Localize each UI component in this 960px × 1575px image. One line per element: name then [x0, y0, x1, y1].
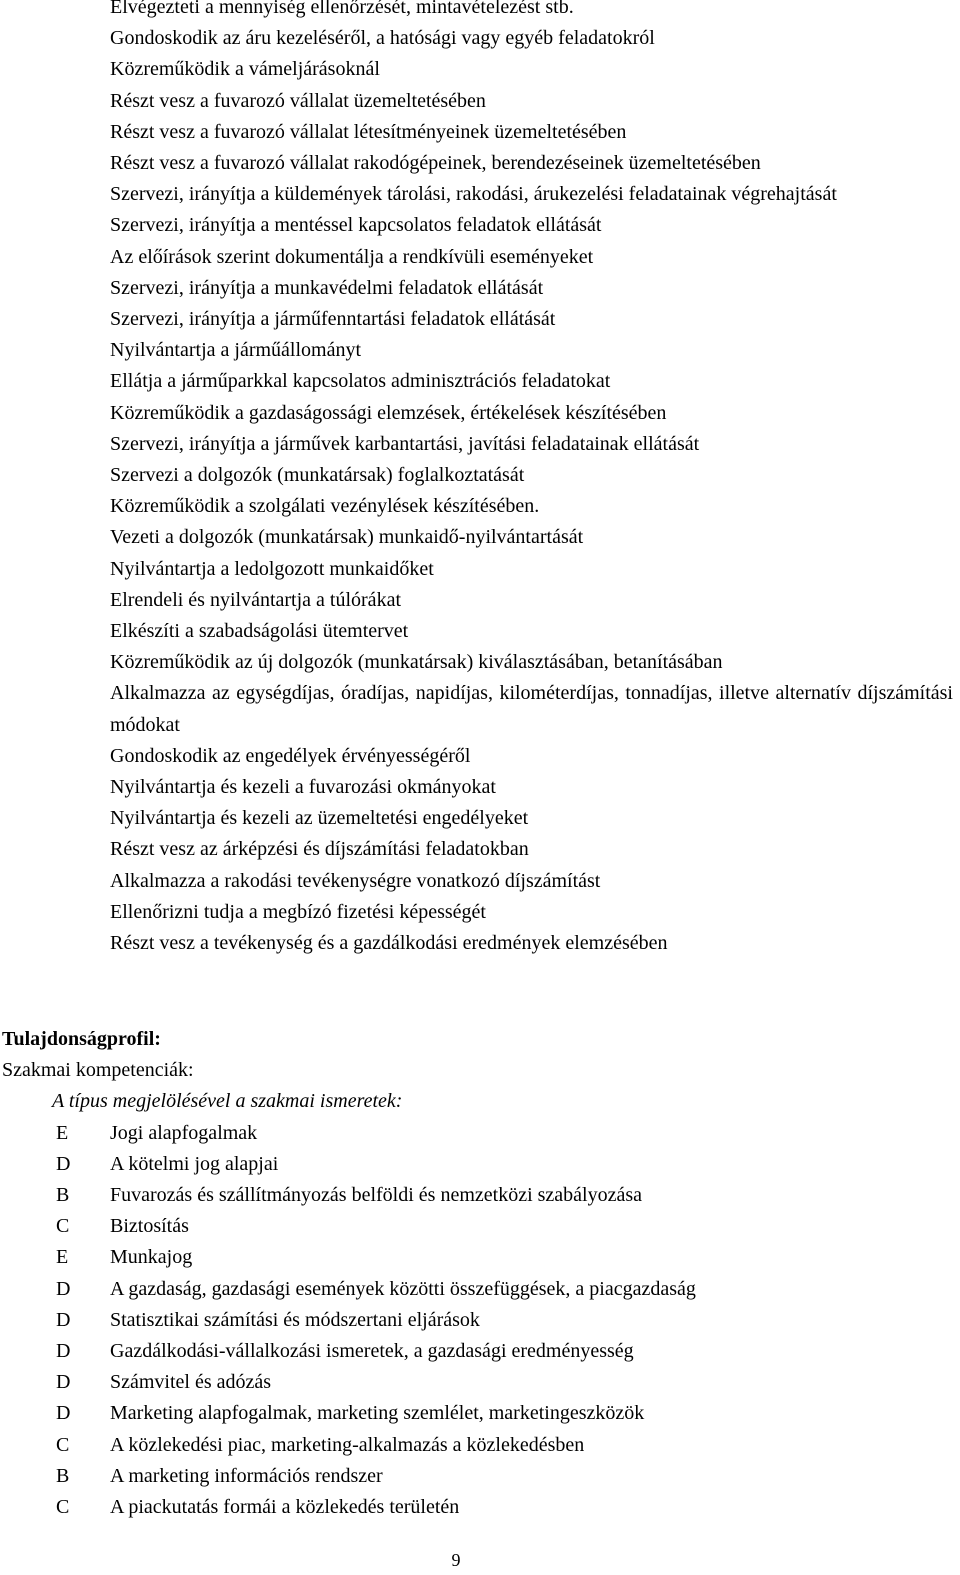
knowledge-text: A gazdaság, gazdasági események közötti összefüggések, a piacgazdaság [110, 1277, 696, 1300]
knowledge-level: B [56, 1184, 70, 1207]
knowledge-row [2, 1492, 952, 1523]
task-item: Elkészíti a szabadságolási ütemtervet [110, 620, 409, 643]
knowledge-text: Marketing alapfogalmak, marketing szemlélet, marketingeszközök [110, 1402, 645, 1425]
knowledge-level: D [56, 1371, 71, 1394]
knowledge-level: C [56, 1496, 70, 1519]
task-item: Elvégezteti a mennyiség ellenőrzését, mintavételezést stb. [110, 0, 574, 18]
knowledge-text: A kötelmi jog alapjai [110, 1152, 279, 1175]
task-item: Gondoskodik az áru kezeléséről, a hatósági vagy egyéb feladatokról [110, 27, 655, 50]
knowledge-row [2, 1367, 952, 1398]
task-item: Alkalmazza az egységdíjas, óradíjas, napidíjas, kilométerdíjas, tonnadíjas, illetve alternatív díjszámítási módokat [110, 682, 953, 736]
task-item: Szervezi, irányítja a mentéssel kapcsolatos feladatok ellátását [110, 214, 602, 237]
knowledge-list [2, 1118, 952, 1524]
task-item: Részt vesz az árképzési és díjszámítási feladatokban [110, 838, 529, 861]
knowledge-level: D [56, 1152, 71, 1175]
task-item: Közreműködik a vámeljárásoknál [110, 58, 380, 81]
task-item: Nyilvántartja és kezeli a fuvarozási okmányokat [110, 776, 496, 799]
knowledge-level: D [56, 1402, 71, 1425]
task-item: Az előírások szerint dokumentálja a rendkívüli eseményeket [110, 245, 594, 268]
knowledge-level: B [56, 1464, 70, 1487]
knowledge-text: Számvitel és adózás [110, 1371, 272, 1394]
knowledge-text: Statisztikai számítási és módszertani eljárások [110, 1308, 480, 1331]
task-item: Elrendeli és nyilvántartja a túlórákat [110, 588, 401, 611]
knowledge-row [2, 1118, 952, 1149]
task-list [110, 0, 953, 959]
task-item: Részt vesz a fuvarozó vállalat rakodógépeinek, berendezéseinek üzemeltetésében [110, 152, 761, 175]
task-item: Részt vesz a fuvarozó vállalat üzemeltetésében [110, 89, 486, 112]
knowledge-level: E [56, 1246, 69, 1269]
task-item: Részt vesz a tevékenység és a gazdálkodási eredmények elemzésében [110, 932, 668, 955]
knowledge-level: D [56, 1340, 71, 1363]
knowledge-row [2, 1211, 952, 1242]
task-item: Vezeti a dolgozók (munkatársak) munkaidő-nyilvántartását [110, 526, 584, 549]
task-item: Ellátja a járműparkkal kapcsolatos adminisztrációs feladatokat [110, 370, 611, 393]
knowledge-row [2, 1242, 952, 1273]
knowledge-row [2, 1274, 952, 1305]
knowledge-text: A piackutatás formái a közlekedés területén [110, 1496, 460, 1519]
knowledge-level: D [56, 1308, 71, 1331]
knowledge-text: Fuvarozás és szállítmányozás belföldi és nemzetközi szabályozása [110, 1184, 643, 1207]
task-item: Közreműködik az új dolgozók (munkatársak) kiválasztásában, betanításában [110, 651, 723, 674]
task-item: Ellenőrizni tudja a megbízó fizetési képességét [110, 900, 486, 923]
knowledge-row [2, 1398, 952, 1429]
knowledge-heading: A típus megjelölésével a szakmai ismeretek: [52, 1090, 403, 1113]
knowledge-row [2, 1180, 952, 1211]
task-item: Nyilvántartja a járműállományt [110, 339, 362, 362]
knowledge-text: A közlekedési piac, marketing-alkalmazás a közlekedésben [110, 1433, 585, 1456]
task-item: Szervezi, irányítja a küldemények tárolási, rakodási, árukezelési feladatainak végrehajtását [110, 183, 837, 206]
competence-label: Szakmai kompetenciák: [2, 1059, 194, 1082]
task-item: Közreműködik a szolgálati vezénylések készítésében. [110, 495, 540, 518]
knowledge-level: C [56, 1433, 70, 1456]
task-item: Szervezi, irányítja a munkavédelmi feladatok ellátását [110, 276, 544, 299]
task-item: Gondoskodik az engedélyek érvényességéről [110, 744, 471, 767]
task-item: Szervezi, irányítja a járművek karbantartási, javítási feladatainak ellátását [110, 432, 700, 455]
knowledge-row [2, 1461, 952, 1492]
page-number: 9 [451, 1550, 461, 1570]
task-item: Szervezi a dolgozók (munkatársak) foglalkoztatását [110, 464, 525, 487]
knowledge-text: Munkajog [110, 1246, 193, 1269]
profile-title: Tulajdonságprofil: [2, 1028, 161, 1050]
knowledge-level: E [56, 1121, 69, 1144]
knowledge-text: Biztosítás [110, 1215, 189, 1238]
task-item: Nyilvántartja a ledolgozott munkaidőket [110, 557, 434, 580]
knowledge-level: C [56, 1215, 70, 1238]
task-item: Szervezi, irányítja a járműfenntartási feladatok ellátását [110, 308, 556, 331]
knowledge-level: D [56, 1277, 71, 1300]
knowledge-row [2, 1336, 952, 1367]
property-profile-section [2, 1024, 952, 1523]
knowledge-row [2, 1305, 952, 1336]
task-item: Alkalmazza a rakodási tevékenységre vonatkozó díjszámítást [110, 869, 601, 892]
knowledge-text: Jogi alapfogalmak [110, 1121, 258, 1144]
task-item: Nyilvántartja és kezeli az üzemeltetési engedélyeket [110, 807, 529, 830]
knowledge-text: A marketing információs rendszer [110, 1464, 383, 1487]
knowledge-row [2, 1430, 952, 1461]
task-item: Részt vesz a fuvarozó vállalat létesítményeinek üzemeltetésében [110, 120, 627, 143]
task-item: Közreműködik a gazdaságossági elemzések, értékelések készítésében [110, 401, 667, 424]
knowledge-text: Gazdálkodási-vállalkozási ismeretek, a gazdasági eredményesség [110, 1340, 634, 1363]
knowledge-row [2, 1149, 952, 1180]
